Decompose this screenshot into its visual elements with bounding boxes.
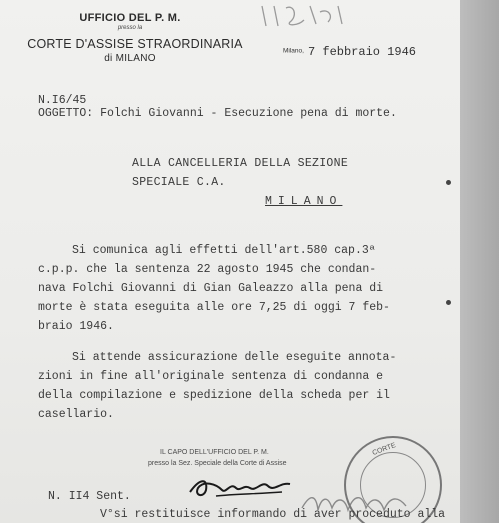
court-heading: CORTE D'ASSISE STRAORDINARIA [27,37,243,51]
body-line: zioni in fine all'originale sentenza di condanna e [38,370,384,383]
body-line: c.p.p. che la sentenza 22 agosto 1945 che condan- [38,263,377,276]
protocol-number: N.I6/45 [38,94,87,107]
punch-hole [446,300,451,305]
stamp-line-2: presso la Sez. Speciale della Corte di Assise [148,460,287,467]
sentence-number: N. II4 Sent. [48,490,131,503]
place-date [283,42,416,60]
subject-line: OGGETTO: Folchi Giovanni - Esecuzione pena di morte. [38,107,397,120]
office-heading: UFFICIO DEL P. M. [79,12,181,24]
scan-edge [460,0,499,523]
handwritten-annotation-icon [258,2,348,28]
punch-hole [446,180,451,185]
body-line: casellario. [38,408,114,421]
body-line: Si comunica agli effetti dell'art.580 cap.3ª [72,244,376,257]
date: 7 febbraio 1946 [307,45,416,59]
body-line: morte è stata eseguita alle ore 7,25 di oggi 7 feb- [38,301,390,314]
body-line: nava Folchi Giovanni di Gian Galeazzo alla pena di [38,282,384,295]
reply-line: V°si restituisce informando di aver proceduto alla [100,508,446,521]
seal-label: CORTE [371,442,397,457]
addressee-line-2: SPECIALE C.A. [132,176,226,189]
stamp-line-1: IL CAPO DELL'UFFICIO DEL P. M. [160,449,269,456]
body-line: braio 1946. [38,320,114,333]
addressee-city: MILANO [265,195,343,208]
presso-line: presso la [117,25,143,31]
body-line: della compilazione e spedizione della scheda per il [38,389,390,402]
addressee-line-1: ALLA CANCELLERIA DELLA SEZIONE [132,157,349,170]
body-line: Si attende assicurazione delle eseguite annota- [72,351,397,364]
signature-icon [186,470,296,502]
city-heading: di MILANO [104,53,156,64]
place: Milano, [283,47,304,55]
